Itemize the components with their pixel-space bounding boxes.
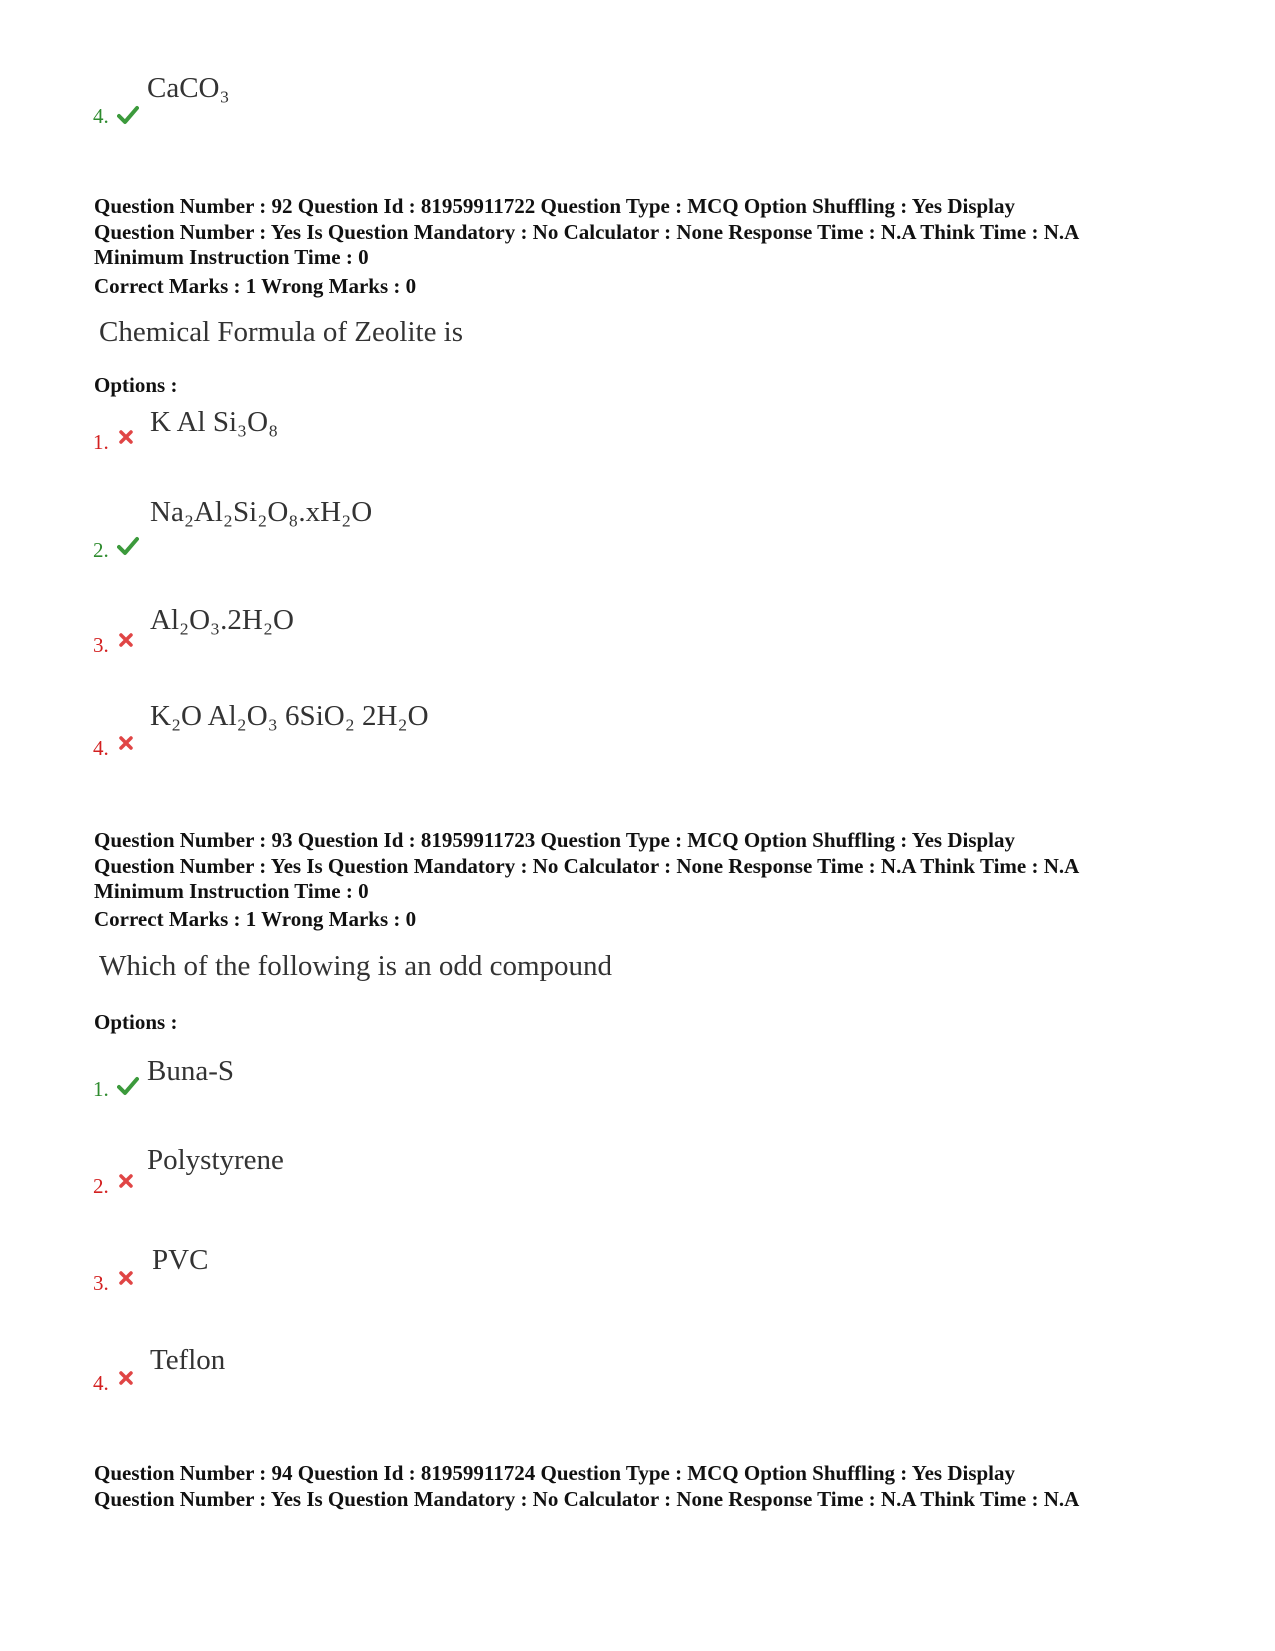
option-number: 3. — [93, 1271, 109, 1295]
question-meta — [94, 828, 1214, 905]
option-number: 4. — [93, 104, 109, 128]
meta-line: Question Number : 94 Question Id : 81959911724 Question Type : MCQ Option Shuffling : Yes Display — [94, 1461, 1016, 1485]
meta-line: Minimum Instruction Time : 0 — [94, 245, 369, 269]
cross-icon — [117, 1172, 135, 1190]
meta-line: Question Number : Yes Is Question Mandatory : No Calculator : None Response Time : N.A Think Time : N.A — [94, 1486, 1080, 1511]
option-text: Polystyrene — [147, 1144, 284, 1176]
cross-icon — [117, 734, 135, 752]
option-text: Teflon — [150, 1344, 226, 1376]
question-marks: Correct Marks : 1 Wrong Marks : 0 — [94, 907, 417, 931]
question-marks: Correct Marks : 1 Wrong Marks : 0 — [94, 274, 417, 298]
cross-icon — [117, 631, 135, 649]
option-number: 1. — [93, 1077, 109, 1101]
check-icon — [117, 535, 139, 557]
check-icon — [117, 104, 139, 126]
check-icon — [117, 1075, 139, 1097]
meta-line: Question Number : 93 Question Id : 81959911723 Question Type : MCQ Option Shuffling : Yes Display — [94, 828, 1016, 852]
cross-icon — [117, 1369, 135, 1387]
option-text: PVC — [152, 1244, 209, 1276]
options-label: Options : — [94, 1010, 178, 1034]
option-text: K Al Si₃O₈ — [150, 406, 279, 438]
question-meta — [94, 194, 1214, 271]
question-meta — [94, 1461, 1214, 1512]
option-text: K₂O Al₂O₃ 6SiO₂ 2H₂O — [150, 700, 429, 732]
option-number: 4. — [93, 1371, 109, 1395]
option-text: CaCO₃ — [147, 72, 230, 104]
question-text: Which of the following is an odd compound — [99, 950, 613, 982]
cross-icon — [117, 1269, 135, 1287]
meta-line: Minimum Instruction Time : 0 — [94, 879, 369, 903]
option-text: Buna-S — [147, 1055, 234, 1087]
option-number: 2. — [93, 538, 109, 562]
options-label: Options : — [94, 373, 178, 397]
option-text: Al₂O₃.2H₂O — [150, 604, 294, 636]
meta-line: Question Number : Yes Is Question Mandatory : No Calculator : None Response Time : N.A Think Time : N.A — [94, 219, 1080, 244]
option-number: 4. — [93, 736, 109, 760]
option-number: 2. — [93, 1174, 109, 1198]
meta-line: Question Number : 92 Question Id : 81959911722 Question Type : MCQ Option Shuffling : Yes Display — [94, 194, 1016, 218]
option-number: 3. — [93, 633, 109, 657]
question-text: Chemical Formula of Zeolite is — [99, 316, 464, 348]
option-text: Na₂Al₂Si₂O₈.xH₂O — [150, 496, 373, 528]
cross-icon — [117, 428, 135, 446]
meta-line: Question Number : Yes Is Question Mandatory : No Calculator : None Response Time : N.A Think Time : N.A — [94, 853, 1080, 878]
option-number: 1. — [93, 430, 109, 454]
